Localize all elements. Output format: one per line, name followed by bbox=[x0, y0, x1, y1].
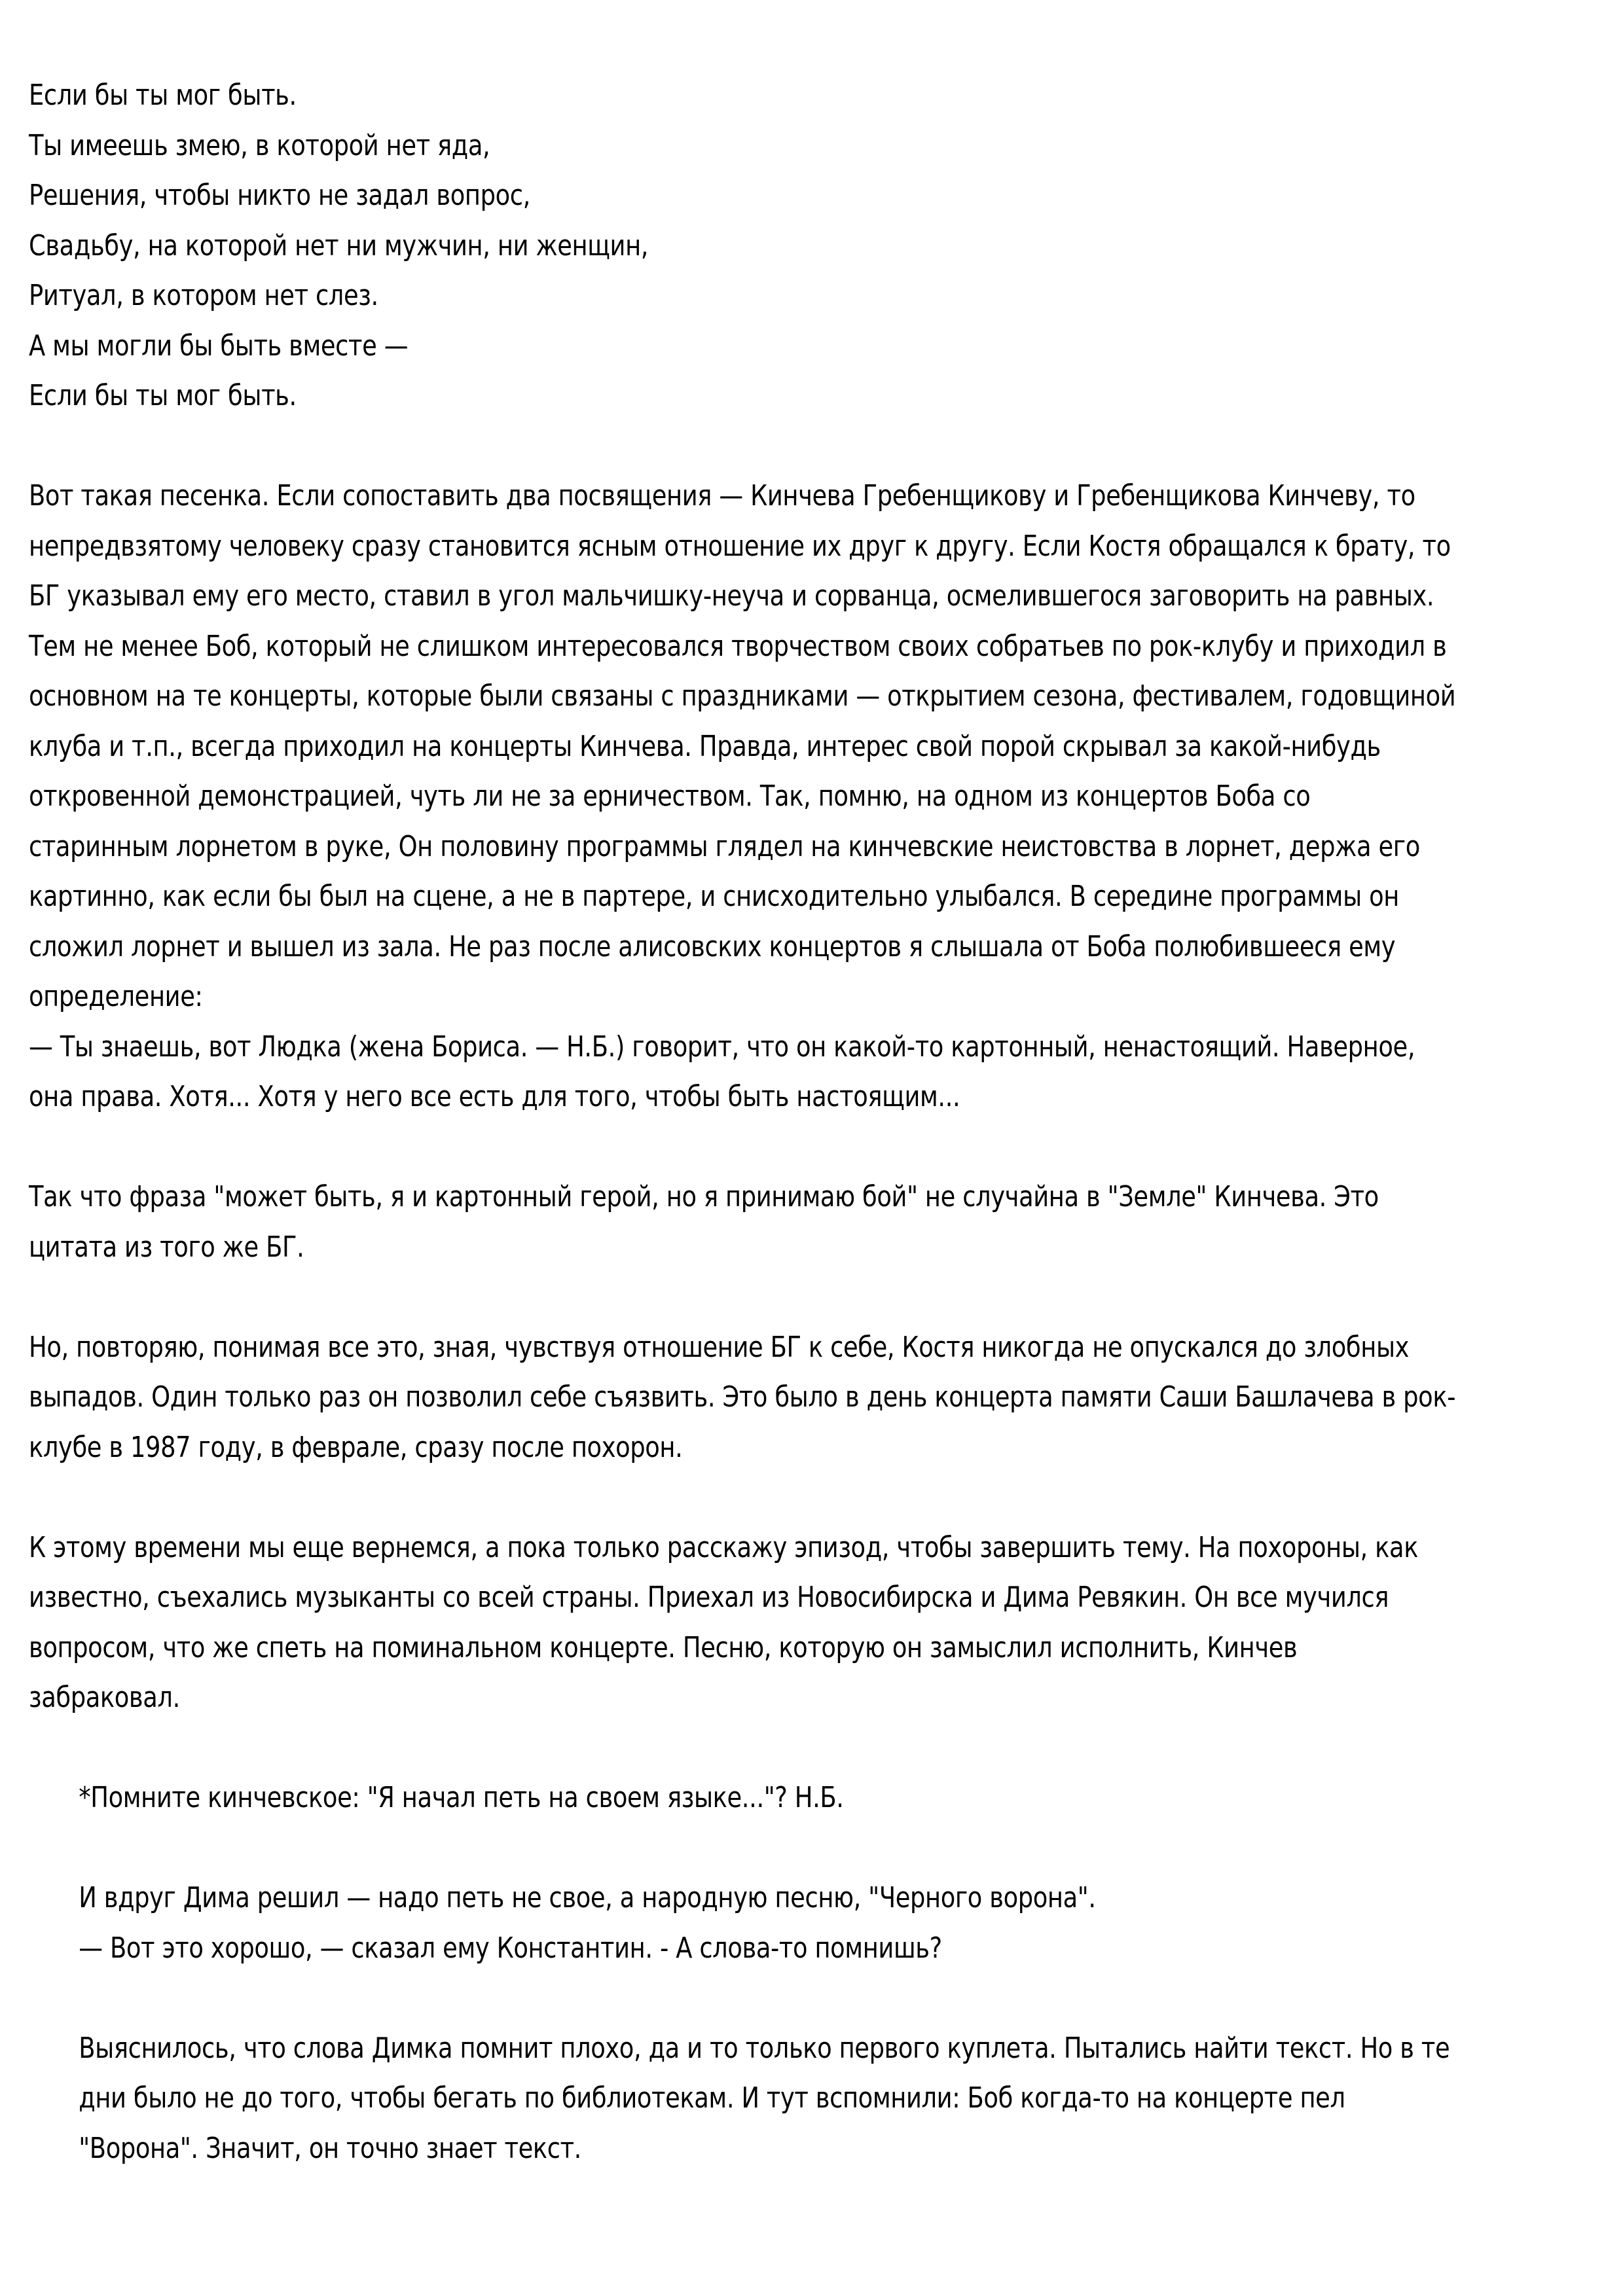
text-line: Выяснилось, что слова Димка помнит плохо, да и то только первого куплета. Пытались найти текст. Но в те bbox=[79, 2031, 1450, 2065]
text-line: Вот такая песенка. Если сопоставить два посвящения — Кинчева Гребенщикову и Гребенщикова Кинчеву, то bbox=[29, 479, 1415, 512]
text-line: вопросом, что же спеть на поминальном концерте. Песню, которую он замыслил исполнить, Кинчев bbox=[29, 1630, 1298, 1664]
text-line: определение: bbox=[29, 980, 203, 1013]
text-line: непредвзятому человеку сразу становится ясным отношение их друг к другу. Если Костя обращался к брату, то bbox=[29, 529, 1451, 563]
text-line: цитата из того же БГ. bbox=[29, 1230, 304, 1264]
text-line: клубе в 1987 году, в феврале, сразу после похорон. bbox=[29, 1430, 683, 1464]
text-line: основном на те концерты, которые были связаны с праздниками — открытием сезона, фестивалем, годовщиной bbox=[29, 679, 1456, 713]
text-line: Но, повторяю, понимая все это, зная, чувствуя отношение БГ к себе, Костя никогда не опускался до злобных bbox=[29, 1330, 1410, 1364]
text-line: известно, съехались музыканты со всей страны. Приехал из Новосибирска и Дима Ревякин. Он все мучился bbox=[29, 1581, 1389, 1614]
document-page bbox=[29, 71, 1490, 2174]
paragraph-funeral bbox=[29, 1523, 1490, 1723]
text-line: забраковал. bbox=[29, 1681, 180, 1714]
text-line: К этому времени мы еще вернемся, а пока только расскажу эпизод, чтобы завершить тему. На похороны, как bbox=[29, 1530, 1419, 1564]
paragraph-gap bbox=[29, 1723, 1490, 1774]
text-line: откровенной демонстрацией, чуть ли не за ерничеством. Так, помню, на одном из концертов Боба со bbox=[29, 780, 1311, 813]
paragraph-gap bbox=[29, 1272, 1490, 1323]
paragraph-gap bbox=[29, 1973, 1490, 2024]
paragraph-dedications bbox=[29, 471, 1490, 1122]
text-line: "Ворона". Значит, он точно знает текст. bbox=[79, 2131, 581, 2165]
text-line: клуба и т.п., всегда приходил на концерты Кинчева. Правда, интерес свой порой скрывал за какой-нибудь bbox=[29, 729, 1381, 763]
poem-line: А мы могли бы быть вместе — bbox=[29, 329, 409, 363]
text-line: БГ указывал ему его место, ставил в угол мальчишку-неуча и сорванца, осмелившегося заговорить на равных. bbox=[29, 579, 1434, 613]
poem-line: Если бы ты мог быть. bbox=[29, 379, 297, 412]
poem-line: Ритуал, в котором нет слез. bbox=[29, 279, 378, 312]
poem-line: Ты имеешь змею, в которой нет яда, bbox=[29, 128, 490, 162]
poem-block bbox=[29, 71, 1490, 422]
paragraph-gap bbox=[29, 1473, 1490, 1523]
text-line: она права. Хотя... Хотя у него все есть для того, чтобы быть настоящим... bbox=[29, 1080, 960, 1113]
poem-line: Решения, чтобы никто не задал вопрос, bbox=[29, 179, 530, 212]
text-line: картинно, как если бы был на сцене, а не в партере, и снисходительно улыбался. В середине программы он bbox=[29, 880, 1399, 913]
paragraph-gap bbox=[29, 1823, 1490, 1874]
text-line: Тем не менее Боб, который не слишком интересовался творчеством своих собратьев по рок-клубу и приходил в bbox=[29, 629, 1447, 663]
paragraph-black-raven bbox=[29, 1873, 1490, 1973]
text-line: сложил лорнет и вышел из зала. Не раз после алисовских концертов я слышала от Боба полюбившееся ему bbox=[29, 929, 1396, 963]
text-line: Так что фраза "может быть, я и картонный герой, но я принимаю бой" не случайна в "Земле" Кинчева. Это bbox=[29, 1180, 1379, 1213]
text-line: выпадов. Один только раз он позволил себе съязвить. Это было в день концерта памяти Саши Башлачева в рок- bbox=[29, 1380, 1456, 1414]
text-line: старинным лорнетом в руке, Он половину программы глядел на кинчевские неистовства в лорнет, держа его bbox=[29, 829, 1420, 863]
paragraph-cardboard-hero bbox=[29, 1172, 1490, 1272]
text-line: И вдруг Дима решил — надо петь не свое, а народную песню, "Черного ворона". bbox=[79, 1881, 1096, 1914]
paragraph-lyrics-search bbox=[29, 2024, 1490, 2174]
footnote-text: *Помните кинчевское: "Я начал петь на своем языке..."? Н.Б. bbox=[79, 1781, 844, 1814]
text-line: — Ты знаешь, вот Людка (жена Бориса. — Н.Б.) говорит, что он какой-то картонный, ненастоящий. Наверное, bbox=[29, 1030, 1415, 1064]
paragraph-gap bbox=[29, 422, 1490, 472]
text-line: дни было не до того, чтобы бегать по библиотекам. И тут вспомнили: Боб когда-то на концерте пел bbox=[79, 2081, 1345, 2115]
paragraph-bashlachev-concert bbox=[29, 1323, 1490, 1473]
text-line: — Вот это хорошо, — сказал ему Константин. - А слова-то помнишь? bbox=[79, 1931, 942, 1965]
paragraph-gap bbox=[29, 1122, 1490, 1173]
poem-line: Свадьбу, на которой нет ни мужчин, ни женщин, bbox=[29, 228, 649, 262]
poem-line: Если бы ты мог быть. bbox=[29, 79, 297, 112]
footnote bbox=[29, 1773, 1490, 1823]
